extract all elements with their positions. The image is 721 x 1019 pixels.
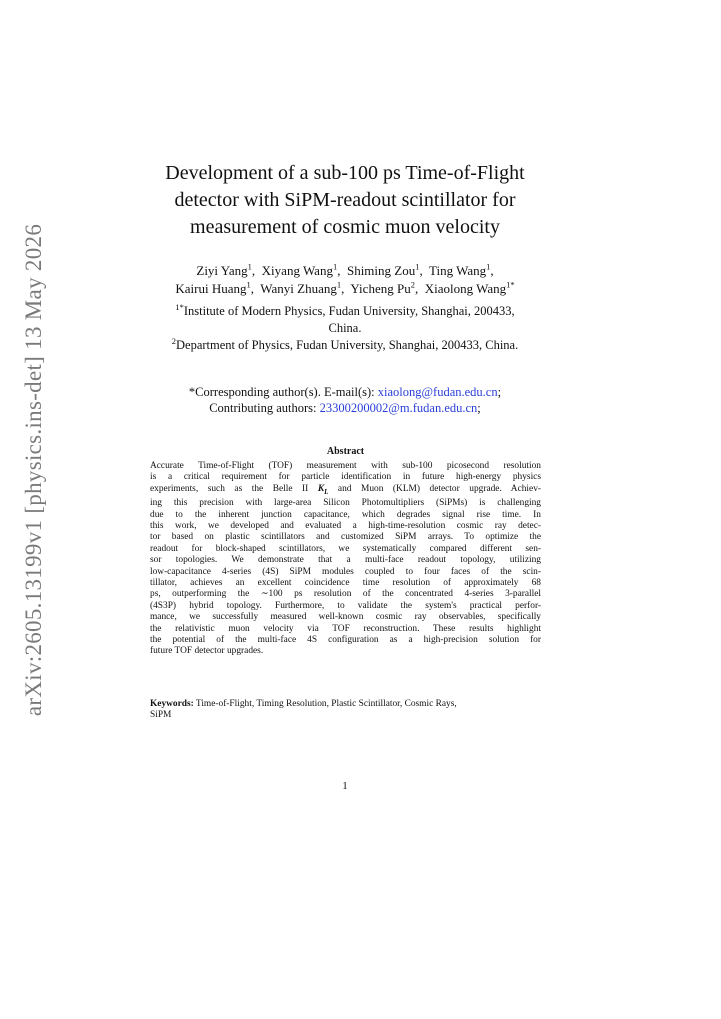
author-line: Ziyi Yang$^1$, Xiyang Wang$^1$, Shiming Zou$^1$, Ting Wang$^1$, bbox=[196, 261, 494, 278]
corresponding-author-line bbox=[120, 384, 570, 400]
contributing-label: Contributing authors: bbox=[209, 401, 320, 415]
abstract-line: experiments, such as the Belle II $K_L$ and Muon (KLM) detector upgrade. Achiev- bbox=[150, 483, 542, 496]
author-affiliation-mark: 1 bbox=[332, 261, 338, 272]
author-name: Ziyi Yang bbox=[196, 263, 248, 278]
abstract-line: mance, we successfully measured well-known cosmic ray observables, specifically bbox=[150, 612, 541, 623]
keywords bbox=[150, 699, 541, 722]
abstract-heading: Abstract bbox=[326, 446, 365, 457]
abstract-line: this work, we developed and evaluated a high-time-resolution cosmic ray detec- bbox=[150, 520, 541, 531]
abstract-line: the relativistic muon velocity via TOF reconstruction. These results highlight bbox=[150, 623, 541, 634]
abstract-line: due to the inherent junction capacitance, which degrades signal rise time. In bbox=[150, 509, 541, 520]
author-line: Kairui Huang$^1$, Wanyi Zhuang$^1$, Yicheng Pu$^2$, Xiaolong Wang$^{1*}$ bbox=[175, 279, 515, 296]
abstract-line: the potential of the multi-face 4S configuration as a high-precision solution for bbox=[150, 634, 541, 645]
paper-title bbox=[140, 160, 550, 241]
keywords-line: SiPM bbox=[150, 710, 172, 721]
title-line: Development of a sub-100 ps Time-of-Flight bbox=[165, 162, 525, 184]
author-affiliation-mark: 1 bbox=[246, 279, 251, 290]
title-line: measurement of cosmic muon velocity bbox=[190, 216, 500, 238]
abstract-line: tor based on plastic scintillators and customized SiPM arrays. To optimize the bbox=[150, 532, 541, 543]
abstract-line: sor topologies. We demonstrate that a multi-face readout topology, utilizing bbox=[150, 555, 541, 566]
corresponding-label: *Corresponding author(s). E-mail(s): bbox=[188, 385, 378, 399]
author-affiliation-mark: 1* bbox=[506, 279, 515, 290]
author-affiliation-mark: 1 bbox=[247, 261, 252, 272]
abstract-line: ps, outperforming the ∼100 ps resolution of the concentrated 4-series 3-parallel bbox=[150, 589, 541, 600]
affiliation-text: Department of Physics, Fudan University, Shanghai, 200433, China. bbox=[176, 338, 519, 352]
contributing-email-link[interactable]: 23300200002@m.fudan.edu.cn bbox=[319, 401, 478, 415]
author-affiliation-mark: 1 bbox=[415, 261, 420, 272]
page-number: 1 bbox=[342, 780, 348, 792]
affiliation-text: Institute of Modern Physics, Fudan University, Shanghai, 200433, bbox=[183, 304, 515, 318]
punctuation: ; bbox=[477, 401, 481, 415]
affiliation-mark: 2 bbox=[171, 335, 177, 346]
title-line: detector with SiPM-readout scintillator for bbox=[174, 189, 516, 211]
punctuation: ; bbox=[497, 385, 502, 399]
author-list bbox=[120, 262, 570, 298]
author-name: Yicheng Pu bbox=[350, 281, 411, 296]
abstract-line: tillator, achieves an excellent coincidence time resolution of approximately 68 bbox=[150, 577, 541, 588]
abstract-line: ing this precision with large-area Silicon Photomultipliers (SiPMs) is challenging bbox=[150, 498, 541, 509]
abstract-line: future TOF detector upgrades. bbox=[150, 646, 264, 657]
author-affiliation-mark: 1 bbox=[486, 261, 491, 272]
abstract-line: is a critical requirement for particle identification in future high-energy physics bbox=[150, 472, 541, 483]
keywords-label: Keywords: bbox=[150, 699, 194, 709]
abstract-line: low-capacitance 4-series (4S) SiPM modules coupled to four faces of the scin- bbox=[150, 566, 541, 577]
keywords-text: Time-of-Flight, Timing Resolution, Plastic Scintillator, Cosmic Rays, bbox=[193, 699, 457, 709]
affiliation-line bbox=[135, 337, 555, 354]
author-name: Ting Wang bbox=[429, 263, 487, 278]
affiliations bbox=[135, 303, 555, 354]
abstract-line: (4S3P) hybrid topology. Furthermore, to validate the system's practical perfor- bbox=[150, 600, 541, 611]
author-affiliation-mark: 2 bbox=[410, 279, 415, 290]
arxiv-sidebar-stamp bbox=[14, 223, 54, 717]
affiliation-line: China. bbox=[328, 321, 362, 335]
abstract-body bbox=[150, 461, 541, 658]
contributing-authors-line bbox=[120, 400, 570, 416]
abstract-line: readout for block-shaped scintillators, we systematically compared different sen- bbox=[150, 543, 541, 554]
author-name: Wanyi Zhuang bbox=[260, 281, 337, 296]
arxiv-identifier: arXiv:2605.13199v1 [physics.ins-det] 13 May 2026 bbox=[21, 223, 46, 717]
affiliation-mark: 1* bbox=[175, 301, 184, 312]
author-name: Kairui Huang bbox=[175, 281, 247, 296]
author-name: Xiaolong Wang bbox=[424, 281, 507, 296]
author-name: Xiyang Wang bbox=[261, 263, 333, 278]
author-affiliation-mark: 1 bbox=[336, 279, 342, 290]
contact-info bbox=[120, 384, 570, 416]
kl-symbol: $K_L$ bbox=[317, 483, 329, 496]
corresponding-email-link[interactable]: xiaolong@fudan.edu.cn bbox=[377, 385, 498, 399]
author-name: Shiming Zou bbox=[346, 263, 416, 278]
abstract-line: Accurate Time-of-Flight (TOF) measurement with sub-100 picosecond resolution bbox=[150, 461, 541, 471]
keywords-line bbox=[150, 699, 541, 710]
affiliation-line bbox=[135, 303, 555, 320]
